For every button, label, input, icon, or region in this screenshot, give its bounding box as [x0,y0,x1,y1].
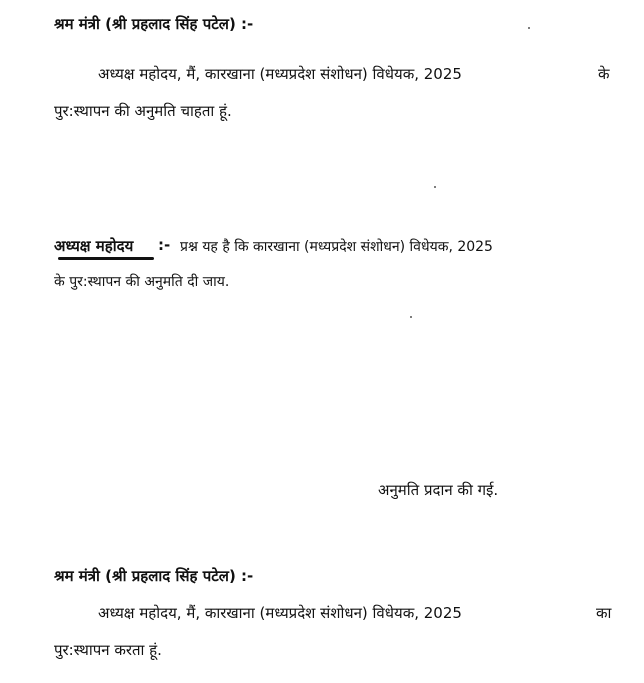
minister-introduction-line-1-end: का [596,604,612,622]
speaker-heading-chair: अध्यक्ष महोदय [54,237,134,255]
leave-granted-result: अनुमति प्रदान की गई. [378,481,499,499]
speaker-heading-labour-minister-2: श्रम मंत्री (श्री प्रहलाद सिंह पटेल) :- [54,567,254,585]
scan-speck [434,186,436,188]
scan-speck [528,27,530,29]
speaker-underline [58,257,154,260]
speaker-heading-labour-minister: श्रम मंत्री (श्री प्रहलाद सिंह पटेल) :- [54,15,254,33]
scan-speck [410,316,412,318]
minister-introduction-line-1: अध्यक्ष महोदय, मैं, कारखाना (मध्यप्रदेश संशोधन) विधेयक, 2025 [98,604,462,622]
minister-statement-line-1-end: के [598,65,610,83]
chair-question-line-1: प्रश्न यह है कि कारखाना (मध्यप्रदेश संशोधन) विधेयक, 2025 [180,239,493,255]
chair-question-line-2: के पुर:स्थापन की अनुमति दी जाय. [54,274,230,290]
minister-introduction-line-2: पुर:स्थापन करता हूं. [54,641,162,659]
minister-statement-line-2: पुर:स्थापन की अनुमति चाहता हूं. [54,102,232,120]
speaker-separator: :- [158,236,171,254]
minister-statement-line-1: अध्यक्ष महोदय, मैं, कारखाना (मध्यप्रदेश संशोधन) विधेयक, 2025 [98,65,462,83]
